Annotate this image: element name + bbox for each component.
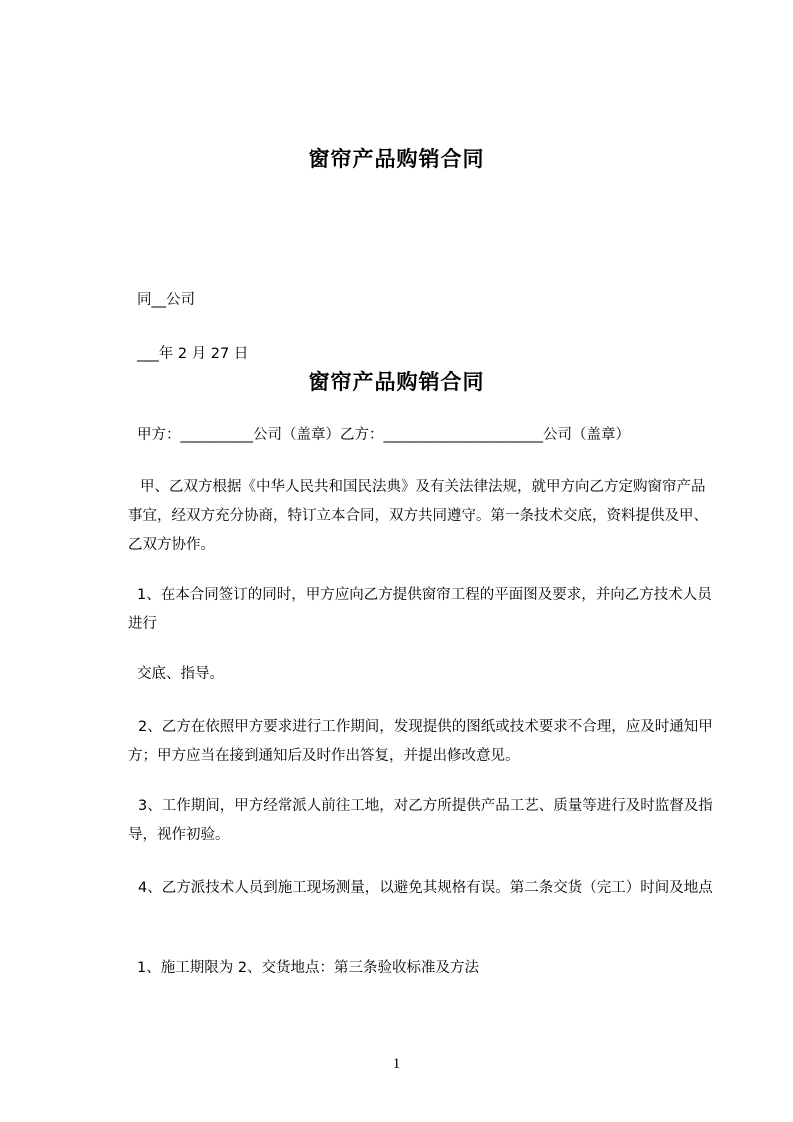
paragraph-clause-1-3: 3、工作期间，甲方经常派人前往工地，对乙方所提供产品工艺、质量等进行及时监督及指导，视作初验。 [128, 798, 713, 843]
party-b-label: 乙方： [340, 427, 384, 443]
paragraph-clause-1-1-cont: 交底、指导。 [137, 666, 224, 682]
date-text: 年 2 月 27 日 [158, 346, 249, 362]
company-suffix: 公司 [166, 292, 195, 308]
paragraph-clause-1-1: 1、在本合同签订的同时，甲方应向乙方提供窗帘工程的平面图及要求，并向乙方技术人员进行 [128, 587, 712, 632]
party-a-blank: __________ [180, 427, 253, 443]
party-a-label: 甲方： [137, 427, 181, 443]
company-blank: __ [151, 292, 166, 308]
date-line [137, 344, 248, 364]
paragraph-intro: 甲、乙双方根据《中华人民共和国民法典》及有关法律法规，就甲方向乙方定购窗帘产品事宜，经双方充分协商，特订立本合同，双方共同遵守。第一条技术交底，资料提供及甲、乙双方协作。 [128, 479, 708, 553]
party-b-suffix: 公司（盖章） [543, 427, 630, 443]
party-b-blank: ______________________ [383, 427, 543, 443]
company-line [137, 290, 195, 310]
parties-line [137, 425, 630, 445]
party-a-suffix: 公司（盖章） [253, 427, 340, 443]
contract-title: 窗帘产品购销合同 [308, 370, 485, 394]
paragraph-clause-1-4: 4、乙方派技术人员到施工现场测量，以避免其规格有误。第二条交货（完工）时间及地点 [138, 880, 713, 896]
date-blank: ___ [137, 346, 159, 362]
cover-title: 窗帘产品购销合同 [308, 147, 485, 171]
paragraph-clause-2-1: 1、施工期限为 2、交货地点：第三条验收标准及方法 [137, 960, 480, 976]
page-number: 1 [392, 1056, 401, 1072]
paragraph-clause-1-2: 2、乙方在依照甲方要求进行工作期间，发现提供的图纸或技术要求不合理，应及时通知甲方；甲方应当在接到通知后及时作出答复，并提出修改意见。 [128, 719, 713, 764]
company-prefix: 同 [137, 292, 152, 308]
